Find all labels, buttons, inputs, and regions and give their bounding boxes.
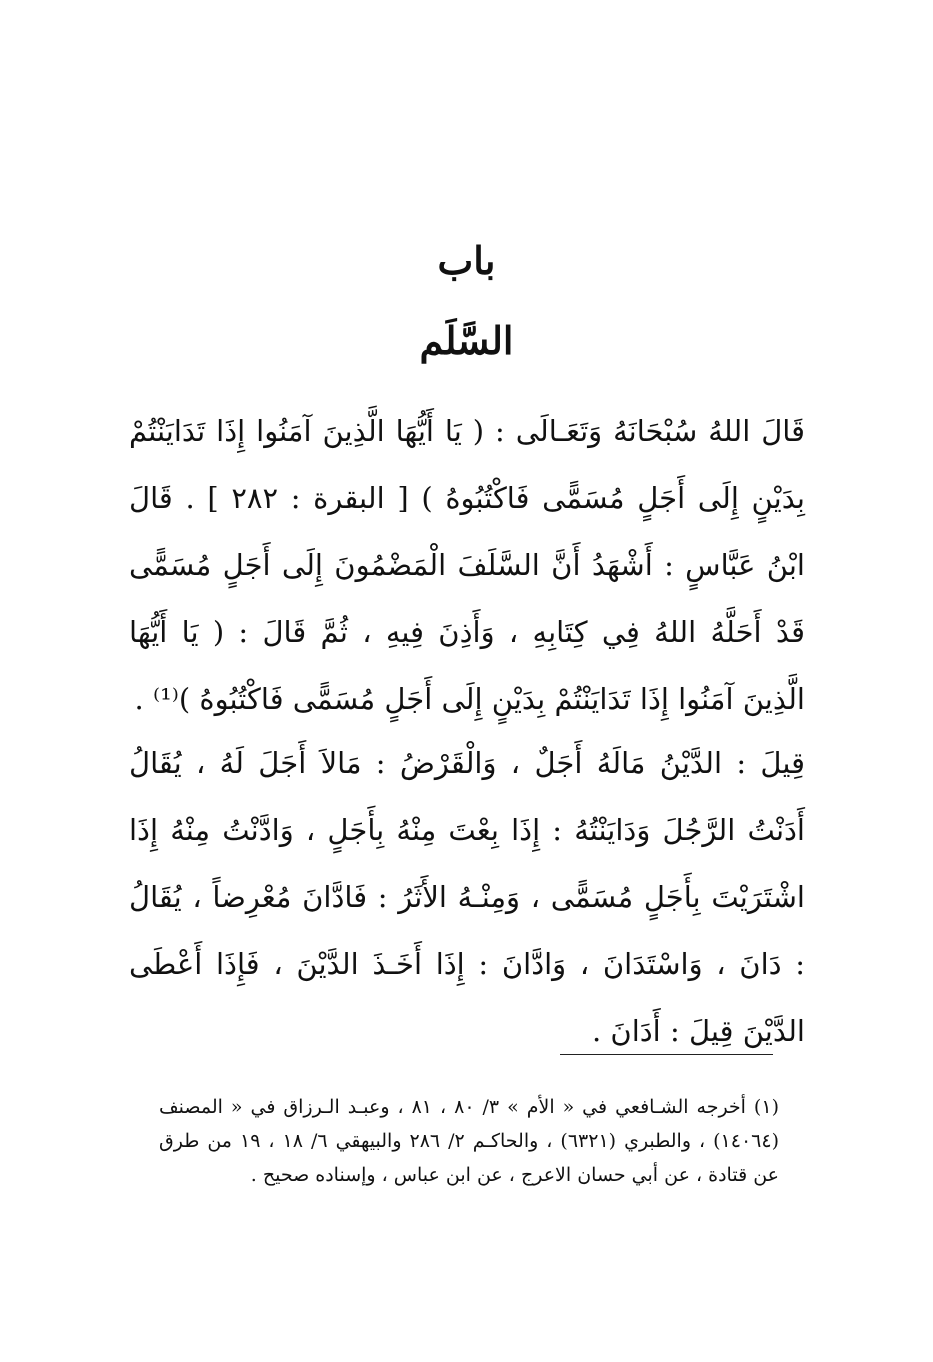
chapter-label: باب <box>437 238 496 283</box>
body-paragraph-1: قَالَ اللهُ سُبْحَانَهُ وَتَعَـالَى : ( يَا أَيُّهَا الَّذِينَ آمَنُوا إِذَا تَدَايَنْتُمْ بِدَيْنٍ إِلَى أَجَلٍ مُسَمًّى فَاكْتُبُوهُ ) [ البقرة : ٢٨٢ ] . قَالَ ابْنُ عَبَّاسٍ : أَشْهَدُ أَنَّ السَّلَفَ الْمَضْمُونَ إِلَى أَجَلٍ مُسَمًّى قَدْ أَحَلَّهُ اللهُ فِي كِتَابِهِ ، وَأَذِنَ فِيهِ ، ثُمَّ قَالَ : ( يَا أَيُّهَا الَّذِينَ آمَنُوا إِذَا تَدَايَنْتُمْ بِدَيْنٍ إِلَى أَجَلٍ مُسَمًّى فَاكْتُبُوهُ )⁽¹⁾ . <box>129 414 805 716</box>
footnote-1: (١) أخرجه الشـافعي في « الأم » ٣/ ٨٠ ، ٨١ ، وعبـد الـرزاق في « المصنف (١٤٠٦٤) ، والطبري (٦٣٢١) ، والحاكـم ٢/ ٢٨٦ والبيهقي ٦/ ١٨ ، ١٩ من طرق عن قتادة ، عن أبي حسان الاعرج ، عن ابن عباس ، وإسناده صحيح . <box>159 1096 779 1186</box>
body-paragraph-2: قِيلَ : الدَّيْنُ مَالَهُ أَجَلٌ ، وَالْقَرْضُ : مَالاَ أَجَلَ لَهُ ، يُقَالُ أَدَنْتُ الرَّجُلَ وَدَايَنْتُهُ : إِذَا بِعْتَ مِنْهُ بِأَجَلٍ ، وَادَّنْتُ مِنْهُ إِذَا اشْتَرَيْتَ بِأَجَلٍ مُسَمًّى ، وَمِنْـهُ الأَثَرُ : فَادَّانَ مُعْرِضاً ، يُقَالُ : دَانَ ، وَاسْتَدَانَ ، وَادَّانَ : إِذَا أَخَـذَ الدَّيْنَ ، فَإِذَا أَعْطَى الدَّيْنَ قِيلَ : أَدَانَ . <box>129 746 805 1048</box>
footnote-divider <box>560 1054 773 1055</box>
chapter-title: السَّلَم <box>419 318 514 363</box>
